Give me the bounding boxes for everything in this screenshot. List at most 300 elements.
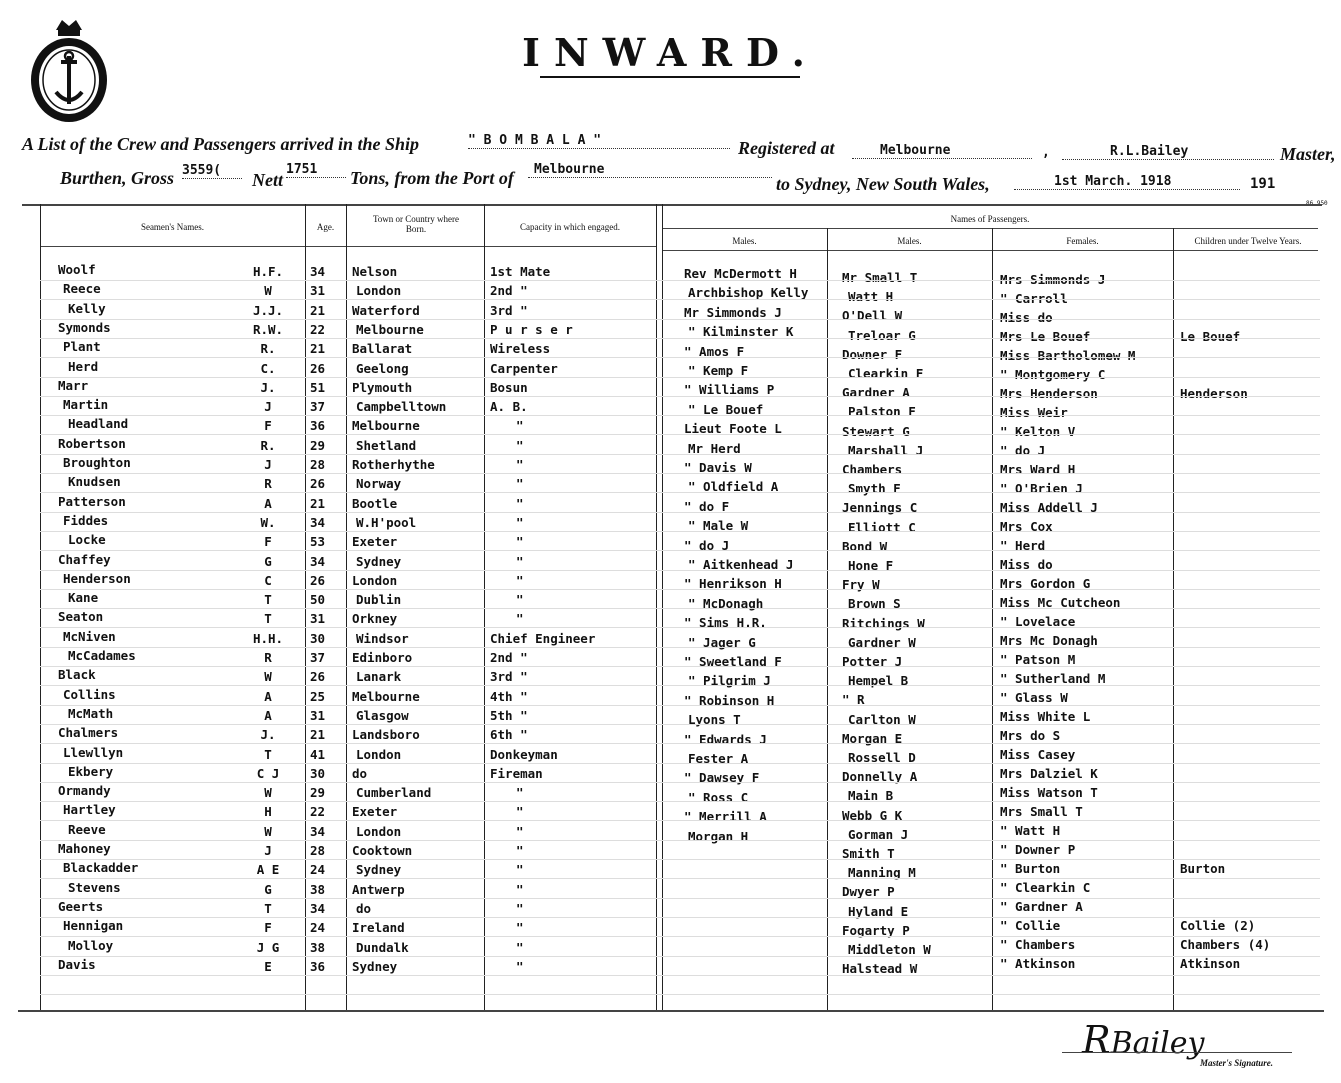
crew-surname: Collins (63, 686, 116, 702)
passenger-male: Donnelly A (842, 769, 918, 785)
crew-surname: Chalmers (58, 725, 119, 741)
passenger-male: Elliott C (848, 519, 916, 535)
passenger-male: " McDonagh (688, 595, 764, 611)
col-rule (992, 228, 993, 1010)
passenger-male: " Dawsey F (684, 770, 760, 786)
crew-surname: Hennigan (63, 918, 124, 934)
crew-capacity: 6th " (490, 727, 528, 743)
passenger-female: Miss Watson T (1000, 785, 1098, 800)
header-males-2: Males. (897, 236, 922, 246)
row-guide-line (40, 936, 1320, 937)
crew-age: 34 (310, 823, 326, 839)
passenger-male: " R (842, 692, 865, 708)
burthen-label: Burthen, Gross (60, 168, 175, 188)
crew-birthplace: Campbelltown (356, 399, 447, 415)
row-guide-line (40, 512, 1320, 513)
passenger-female: " Patson M (1000, 652, 1076, 667)
crew-initials: A (264, 688, 272, 704)
crew-initials: F (264, 920, 272, 936)
passenger-male: Middleton W (848, 942, 931, 957)
crew-birthplace: Plymouth (352, 379, 413, 395)
crew-age: 50 (310, 592, 326, 608)
crew-initials: J.J. (252, 302, 284, 318)
col-rule (827, 228, 828, 1010)
crew-age: 26 (310, 669, 326, 685)
crew-birthplace: Sydney (356, 862, 402, 878)
passenger-female: Mrs Cox (1000, 519, 1053, 534)
crew-age: 38 (310, 881, 326, 897)
crew-age: 37 (310, 650, 326, 665)
passenger-female: " Chambers (1000, 937, 1076, 952)
crew-age: 25 (310, 688, 326, 704)
crew-age: 34 (310, 553, 326, 569)
passenger-female: " Burton (1000, 861, 1061, 876)
crew-initials: R. (260, 341, 276, 357)
nett-value: 1751 (286, 162, 346, 178)
crew-initials: T (264, 592, 272, 608)
crew-initials: A E (256, 862, 280, 878)
crew-birthplace: Geelong (356, 360, 409, 376)
passenger-male: Treloar G (848, 327, 916, 343)
crew-birthplace: Exeter (352, 804, 398, 820)
crew-surname: Symonds (58, 319, 111, 335)
passenger-male: Fogarty P (842, 922, 910, 938)
crew-surname: Reece (63, 281, 101, 297)
passenger-female: " Glass W (1000, 690, 1068, 705)
crew-age: 31 (310, 283, 326, 299)
passenger-male: Hempel B (848, 673, 909, 689)
row-guide-line (40, 319, 1320, 320)
crew-capacity: 3rd " (490, 302, 528, 318)
to-label: to Sydney, New South Wales, (776, 174, 990, 194)
crew-capacity: " (516, 534, 524, 550)
crew-capacity: " (516, 958, 524, 974)
passenger-female: Miss Addell J (1000, 500, 1098, 515)
passenger-female: " Collie (1000, 918, 1061, 933)
ship-name: " B O M B A L A " (468, 133, 730, 149)
header-age: Age. (316, 222, 335, 232)
crew-birthplace: London (356, 283, 402, 299)
crew-initials: A (264, 707, 272, 723)
crew-birthplace: Ireland (352, 920, 405, 936)
crew-age: 21 (310, 341, 326, 357)
crew-capacity: Wireless (490, 341, 551, 357)
passenger-male: Morgan H (688, 828, 749, 844)
passenger-female: Miss Casey (1000, 747, 1076, 762)
passenger-male: " Kemp F (688, 363, 749, 378)
crew-initials: J. (260, 727, 276, 743)
passenger-child: Collie (2) (1180, 918, 1256, 933)
crew-capacity: 5th " (490, 707, 528, 723)
crew-age: 29 (310, 437, 326, 453)
col-rule (346, 204, 347, 1010)
passenger-child: Burton (1180, 861, 1226, 876)
crew-surname: Kelly (68, 300, 106, 316)
crew-birthplace: Melbourne (356, 321, 424, 337)
row-guide-line (40, 396, 1320, 397)
crew-surname: Ekbery (68, 763, 114, 779)
passenger-male: Stewart G (842, 423, 910, 439)
row-guide-line (40, 898, 1320, 899)
crew-age: 31 (310, 611, 326, 627)
passenger-male: " Henrikson H (684, 576, 782, 592)
crew-surname: Mahoney (58, 841, 111, 856)
crew-capacity: Bosun (490, 379, 528, 395)
crew-age: 34 (310, 900, 326, 916)
header-town: Town or Country where Born. (372, 214, 460, 234)
row-guide-line (40, 415, 1320, 416)
crew-surname: Herd (68, 358, 99, 374)
crew-birthplace: W.H'pool (356, 514, 417, 530)
row-guide-line (40, 338, 1320, 339)
passenger-male: " Ross C (688, 789, 749, 805)
passenger-female: Miss Mc Cutcheon (1000, 595, 1121, 610)
crew-age: 38 (310, 939, 326, 955)
crew-initials: W (264, 785, 272, 801)
passenger-male: " Amos F (684, 343, 745, 359)
crew-birthplace: Orkney (352, 611, 398, 627)
crew-surname: McMath (68, 705, 114, 721)
row-guide-line (40, 763, 1320, 764)
row-guide-line (40, 801, 1320, 802)
gross-value: 3559( (182, 163, 242, 179)
passenger-female: " Carroll (1000, 291, 1068, 306)
crew-birthplace: Sydney (356, 553, 402, 569)
crew-age: 21 (310, 302, 326, 318)
crew-birthplace: Landsboro (352, 727, 420, 743)
crew-capacity: " (516, 920, 524, 936)
crew-surname: Locke (68, 532, 106, 548)
passenger-male: Palston F (848, 404, 916, 420)
crew-birthplace: London (356, 823, 402, 839)
registered-label: Registered at (738, 138, 835, 158)
passenger-female: Mrs Simmonds J (1000, 272, 1106, 287)
row-guide-line (40, 685, 1320, 686)
crew-capacity: " (516, 900, 524, 916)
crew-initials: G (264, 553, 272, 569)
crew-age: 24 (310, 920, 326, 936)
crew-birthplace: Lanark (356, 669, 402, 685)
crew-initials: E (264, 958, 272, 974)
crew-age: 29 (310, 785, 326, 801)
row-guide-line (40, 454, 1320, 455)
crew-age: 24 (310, 862, 326, 878)
crew-age: 34 (310, 264, 326, 279)
crew-capacity: 4th " (490, 688, 528, 704)
passenger-male: " Edwards J (684, 731, 767, 747)
header-prefix: A List of the Crew and Passengers arrived in the Ship (22, 134, 420, 154)
crew-initials: T (264, 611, 272, 627)
passenger-female: Miss do (1000, 557, 1053, 572)
row-guide-line (40, 840, 1320, 841)
passenger-male: Archbishop Kelly (688, 285, 809, 301)
crew-age: 28 (310, 457, 326, 472)
row-guide-line (40, 531, 1320, 532)
passenger-male: " Pilgrim J (688, 673, 771, 689)
crew-surname: Patterson (58, 493, 126, 509)
passenger-header-rule (662, 228, 1318, 229)
passenger-female: " Atkinson (1000, 956, 1076, 971)
col-rule (484, 204, 485, 1010)
crew-age: 26 (310, 360, 326, 376)
passenger-child: Atkinson (1180, 956, 1241, 971)
crew-initials: R (264, 650, 272, 665)
crew-header-rule (40, 246, 656, 247)
row-guide-line (40, 724, 1320, 725)
passenger-child: Le Bouef (1180, 329, 1241, 344)
passenger-male: Hone F (848, 558, 894, 573)
crew-surname: Henderson (63, 570, 131, 586)
passenger-male: Fry W (842, 577, 880, 593)
crew-surname: Black (58, 667, 96, 683)
col-rule (40, 204, 41, 1010)
passenger-male: Mr Simmonds J (684, 304, 782, 320)
header-children: Children under Twelve Years. (1194, 236, 1302, 246)
header-capacity: Capacity in which engaged. (520, 222, 620, 232)
crew-capacity: A. B. (490, 399, 528, 415)
crew-capacity: " (516, 553, 524, 569)
col-rule (662, 204, 663, 1010)
passenger-male: Halstead W (842, 961, 918, 977)
crew-surname: Geerts (58, 898, 104, 914)
crew-initials: J. (260, 379, 276, 395)
passenger-male: Clearkin F (848, 366, 924, 381)
header-females: Females. (1066, 236, 1099, 246)
crew-capacity: " (516, 611, 524, 627)
crew-initials: W. (260, 514, 276, 530)
crew-birthplace: Sydney (352, 958, 398, 974)
crew-initials: J (264, 843, 272, 858)
crew-birthplace: Cooktown (352, 843, 413, 858)
master-signature: RBailey (1082, 1018, 1205, 1062)
crew-surname: Headland (68, 416, 129, 432)
crew-capacity: " (516, 804, 524, 820)
crew-birthplace: Ballarat (352, 341, 413, 357)
crew-capacity: " (516, 437, 524, 453)
crew-initials: H.H. (252, 630, 284, 646)
header-seamen-names: Seamen's Names. (140, 222, 205, 232)
passenger-female: Miss do (1000, 310, 1053, 325)
crew-age: 21 (310, 495, 326, 511)
crew-capacity: Fireman (490, 765, 543, 781)
col-rule (305, 204, 306, 1010)
crew-capacity: P u r s e r (490, 321, 573, 337)
crew-capacity: " (516, 785, 524, 801)
crew-initials: T (264, 746, 272, 762)
crew-age: 22 (310, 321, 326, 337)
crew-surname: Broughton (63, 455, 131, 470)
crew-age: 22 (310, 804, 326, 820)
crew-capacity: " (516, 823, 524, 839)
crew-age: 41 (310, 746, 326, 762)
passenger-female: Mrs Dalziel K (1000, 766, 1098, 781)
crew-capacity: Chief Engineer (490, 630, 596, 646)
tons-label: Tons, from the Port of (350, 168, 514, 188)
crew-age: 51 (310, 379, 326, 395)
passenger-male: Lyons T (688, 712, 741, 728)
crew-capacity: " (516, 939, 524, 955)
crew-surname: Chaffey (58, 551, 111, 567)
passenger-male: Smyth F (848, 481, 901, 497)
passenger-male: Rev McDermott H (684, 266, 797, 281)
row-guide-line (40, 666, 1320, 667)
passenger-male: " Sims H.R. (684, 615, 767, 631)
date-value: 1st March. 1918 (1014, 174, 1240, 190)
crew-age: 21 (310, 727, 326, 743)
crew-surname: Molloy (68, 937, 114, 953)
crew-initials: R (264, 476, 272, 492)
crew-birthplace: Melbourne (352, 688, 420, 704)
passenger-female: Mrs Mc Donagh (1000, 633, 1098, 648)
passenger-male: " Kilminster K (688, 324, 794, 340)
crew-initials: H (264, 804, 272, 820)
row-guide-line (40, 782, 1320, 783)
passenger-female: " Clearkin C (1000, 880, 1091, 895)
crew-birthplace: do (356, 900, 372, 916)
crew-age: 28 (310, 843, 326, 858)
passenger-female: " Kelton V (1000, 424, 1076, 439)
row-guide-line (40, 608, 1320, 609)
passenger-male: " Jager G (688, 634, 756, 650)
row-guide-line (40, 434, 1320, 435)
crew-birthplace: London (352, 572, 398, 588)
crew-initials: J G (256, 939, 280, 955)
crew-age: 53 (310, 534, 326, 550)
crew-surname: Fiddes (63, 512, 109, 528)
passenger-male: " Aitkenhead J (688, 557, 794, 572)
passenger-male: Potter J (842, 654, 903, 669)
passenger-female: Mrs Gordon G (1000, 576, 1091, 591)
passenger-male: Gardner A (842, 385, 910, 401)
passenger-male: Webb G K (842, 807, 903, 823)
crew-initials: T (264, 900, 272, 916)
row-guide-line (40, 357, 1320, 358)
passenger-male: " do F (684, 498, 730, 514)
passenger-male: " Sweetland F (684, 654, 782, 669)
crew-initials: J (264, 399, 272, 415)
crew-initials: R. (260, 437, 276, 453)
passenger-female: " Herd (1000, 538, 1046, 553)
crew-age: 31 (310, 707, 326, 723)
crew-capacity: 2nd " (490, 650, 528, 665)
crew-initials: W (264, 669, 272, 685)
crew-initials: F (264, 534, 272, 550)
crew-surname: Martin (63, 397, 109, 413)
passenger-male: Smith T (842, 846, 895, 861)
row-guide-line (40, 647, 1320, 648)
crew-capacity: " (516, 457, 524, 472)
crew-capacity: 2nd " (490, 283, 528, 299)
passenger-female: Mrs do S (1000, 728, 1061, 743)
row-guide-line (40, 917, 1320, 918)
crew-age: 36 (310, 958, 326, 974)
header-males-1: Males. (732, 236, 757, 246)
crew-capacity: 1st Mate (490, 264, 551, 279)
row-guide-line (40, 975, 1320, 976)
crew-capacity: " (516, 572, 524, 588)
port-value: Melbourne (528, 162, 772, 178)
col-rule (1173, 228, 1174, 1010)
crew-capacity: " (516, 495, 524, 511)
signature-rule (1062, 1052, 1292, 1053)
crew-birthplace: Glasgow (356, 707, 409, 723)
page-title: INWARD. (522, 30, 819, 75)
passenger-male: Manning M (848, 865, 916, 881)
crew-birthplace: Rotherhythe (352, 457, 435, 472)
crew-surname: Ormandy (58, 783, 111, 799)
passenger-male: Bond W (842, 538, 888, 554)
master-label: Master, (1280, 144, 1336, 164)
crew-capacity: Donkeyman (490, 746, 558, 762)
passenger-child: Henderson (1180, 386, 1248, 401)
passenger-male: Downer F (842, 346, 903, 362)
crew-capacity: " (516, 862, 524, 878)
crew-surname: Robertson (58, 435, 126, 451)
crew-birthplace: Exeter (352, 534, 398, 550)
crew-initials: F (264, 418, 272, 434)
nett-label: Nett (252, 170, 283, 190)
crew-initials: W (264, 823, 272, 839)
row-guide-line (40, 994, 1320, 995)
crew-capacity: " (516, 476, 524, 492)
crew-surname: Marr (58, 377, 89, 393)
master-value: R.L.Bailey (1062, 144, 1274, 160)
passenger-male: Jennings C (842, 500, 918, 516)
comma: , (1042, 145, 1050, 160)
passenger-male: " Merrill A (684, 809, 767, 825)
crew-birthplace: do (352, 765, 368, 781)
passenger-male: Brown S (848, 596, 901, 612)
crew-birthplace: Antwerp (352, 881, 405, 897)
passenger-male: " Male W (688, 518, 749, 534)
passenger-male: Watt H (848, 289, 894, 305)
crew-capacity: Carpenter (490, 360, 558, 376)
crew-age: 30 (310, 765, 326, 781)
row-guide-line (40, 705, 1320, 706)
passenger-male: " Williams P (684, 382, 775, 398)
passenger-female: " Gardner A (1000, 899, 1083, 914)
passenger-male: Morgan E (842, 730, 903, 746)
passenger-female: " O'Brien J (1000, 481, 1083, 496)
crew-initials: J (264, 457, 272, 472)
crew-birthplace: Melbourne (352, 418, 420, 434)
passenger-female: Miss White L (1000, 709, 1091, 724)
signature-caption: Master's Signature. (1200, 1058, 1274, 1068)
crew-age: 26 (310, 572, 326, 588)
passenger-male: " Davis W (684, 460, 752, 475)
row-guide-line (40, 859, 1320, 860)
passenger-male: Main B (848, 788, 894, 804)
crew-surname: Davis (58, 956, 96, 972)
passenger-female: Mrs Henderson (1000, 386, 1098, 401)
crew-birthplace: Windsor (356, 630, 409, 646)
passenger-male: Carlton W (848, 711, 916, 727)
row-guide-line (40, 878, 1320, 879)
passenger-male: " do J (684, 537, 730, 553)
row-guide-line (40, 377, 1320, 378)
crew-surname: Hartley (63, 802, 116, 818)
crew-surname: McNiven (63, 628, 116, 644)
passenger-female: " Lovelace (1000, 614, 1076, 629)
passenger-male: Gorman J (848, 826, 909, 842)
crew-capacity: " (516, 514, 524, 530)
crew-initials: C (264, 572, 272, 588)
row-guide-line (40, 492, 1320, 493)
row-guide-line (40, 473, 1320, 474)
passenger-female: Miss Weir (1000, 405, 1068, 420)
row-guide-line (40, 627, 1320, 628)
passenger-male: Mr Herd (688, 440, 741, 456)
